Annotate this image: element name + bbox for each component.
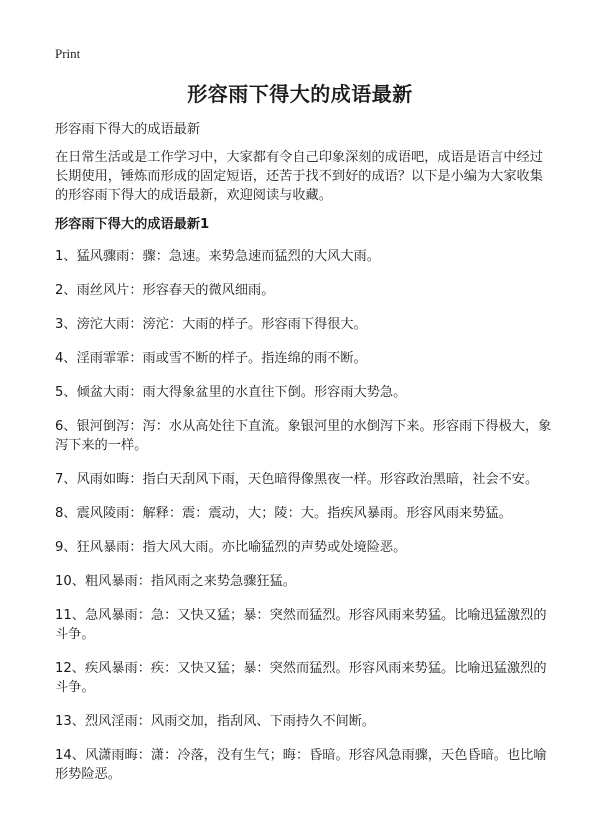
idiom-item: 10、粗风暴雨：指风雨之来势急骤狂猛。 — [55, 574, 296, 589]
idiom-item: 4、淫雨霏霏：雨或雪不断的样子。指连绵的雨不断。 — [55, 351, 367, 366]
idiom-item: 8、震风陵雨：解释：震：震动，大；陵：大。指疾风暴雨。形容风雨来势猛。 — [55, 506, 512, 521]
idiom-item: 2、雨丝风片：形容春天的微风细雨。 — [55, 283, 275, 298]
intro-paragraph: 在日常生活或是工作学习中，大家都有令自己印象深刻的成语吧，成语是语言中经过长期使用，锤炼而形成的固定短语，还苦于找不到好的成语？以下是小编为大家收集的形容雨下得大的成语最新，欢迎阅读与收藏。 — [55, 150, 543, 203]
idiom-item: 9、狂风暴雨：指大风大雨。亦比喻猛烈的声势或处境险恶。 — [55, 540, 407, 555]
idiom-list — [55, 247, 555, 784]
article-body — [55, 120, 555, 799]
page-title: 形容雨下得大的成语最新 — [187, 82, 413, 106]
section-heading: 形容雨下得大的成语最新1 — [55, 217, 210, 232]
idiom-item: 7、风雨如晦：指白天刮风下雨，天色暗得像黑夜一样。形容政治黑暗，社会不安。 — [55, 472, 539, 487]
idiom-item: 5、倾盆大雨：雨大得象盆里的水直往下倒。形容雨大势急。 — [55, 385, 407, 400]
idiom-item: 13、烈风淫雨：风雨交加，指刮风、下雨持久不间断。 — [55, 714, 376, 729]
idiom-item: 11、急风暴雨：急：又快又猛；暴：突然而猛烈。形容风雨来势猛。比喻迅猛激烈的斗争。 — [55, 608, 547, 642]
idiom-item: 12、疾风暴雨：疾：又快又猛；暴：突然而猛烈。形容风雨来势猛。比喻迅猛激烈的斗争。 — [55, 661, 547, 695]
idiom-item: 1、猛风骤雨：骤：急速。来势急速而猛烈的大风大雨。 — [55, 249, 380, 264]
idiom-item: 14、风潇雨晦：潇：冷落，没有生气；晦：昏暗。形容风急雨骤，天色昏暗。也比喻形势险恶。 — [55, 748, 547, 782]
idiom-item: 3、滂沱大雨：滂沱：大雨的样子。形容雨下得很大。 — [55, 317, 367, 332]
article-subtitle: 形容雨下得大的成语最新 — [55, 122, 201, 137]
print-link[interactable]: Print — [55, 46, 81, 61]
idiom-item: 6、银河倒泻：泻：水从高处往下直流。象银河里的水倒泻下来。形容雨下得极大，象泻下来的一样。 — [55, 419, 552, 453]
